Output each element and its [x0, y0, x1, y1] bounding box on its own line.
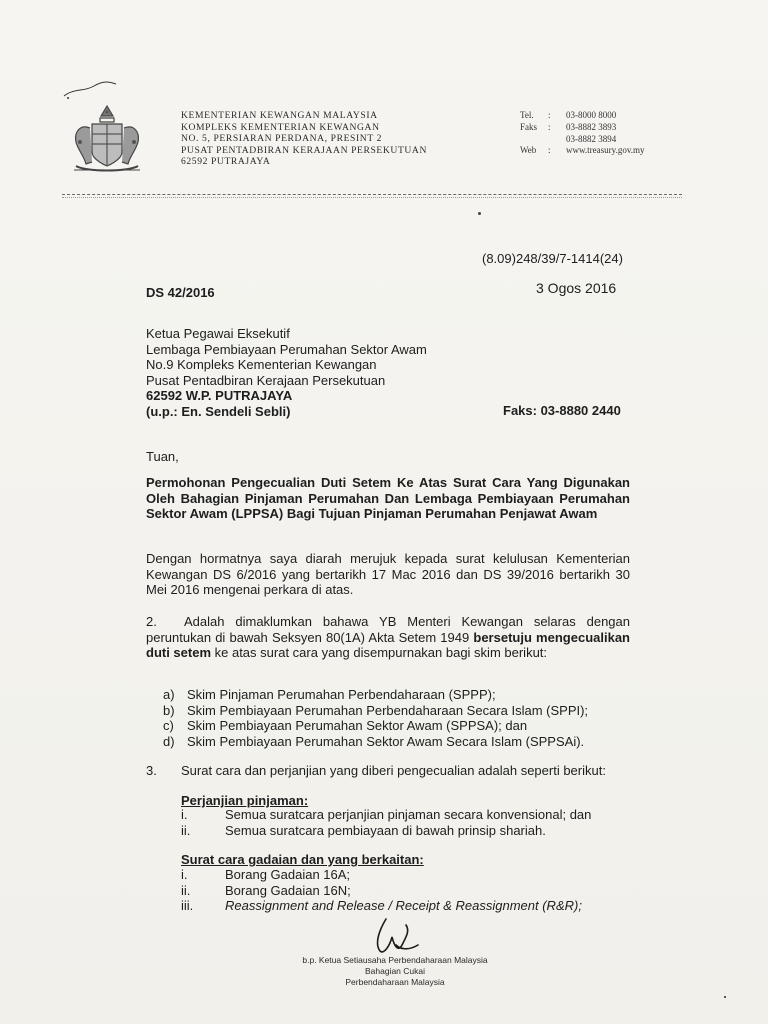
list-item: i. Borang Gadaian 16A; [181, 867, 351, 882]
paragraph-3: Surat cara dan perjanjian yang diberi pengecualian adalah seperti berikut: [181, 763, 606, 778]
coat-of-arms-crest [62, 100, 152, 180]
list-item: b) Skim Pembiayaan Perumahan Perbendaharaan Secara Islam (SPPI); [163, 702, 589, 718]
salutation: Tuan, [146, 449, 179, 464]
address-line: KOMPLEKS KEMENTERIAN KEWANGAN [181, 121, 380, 133]
attention-line: (u.p.: En. Sendeli Sebli) [146, 403, 291, 419]
letter-date: 3 Ogos 2016 [536, 280, 617, 296]
list-item: i. Semua suratcara perjanjian pinjaman secara konvensional; dan [181, 807, 592, 822]
contact-row-tel: Tel. : 03-8000 8000 [520, 110, 617, 120]
contact-block [520, 110, 644, 157]
contact-row-fax: Faks : 03-8882 3893 [520, 121, 617, 132]
scheme-list [163, 687, 588, 749]
subject-heading: Permohonan Pengecualian Duti Setem Ke Atas Surat Cara Yang Digunakan Oleh Bahagian Pinjaman Perumahan Dan Lembaga Pembiayaan Perumahan Sektor Awam (LPPSA) Bagi Tujuan Pinjaman Perumahan Penjawat Awam [146, 475, 630, 521]
recipient-fax: Faks: 03-8880 2440 [503, 403, 621, 418]
letterhead-divider-secondary [62, 197, 682, 198]
stray-mark [724, 996, 726, 998]
signatory-line: Perbendaharaan Malaysia [345, 977, 445, 987]
recipient-line: No.9 Kompleks Kementerian Kewangan [146, 357, 377, 373]
paragraph-1: Dengan hormatnya saya diarah merujuk kepada surat kelulusan Kementerian Kewangan DS 6/2016 yang bertarikh 17 Mac 2016 dan DS 39/2016 bertarikh 30 Mei 2016 mengenai perkara di atas. [146, 551, 630, 597]
list-item: ii. Borang Gadaian 16N; [181, 882, 351, 898]
address-line: PUSAT PENTADBIRAN KERAJAAN PERSEKUTUAN [181, 144, 427, 156]
recipient-line: Lembaga Pembiayaan Perumahan Sektor Awam [146, 341, 427, 357]
stray-mark [478, 212, 481, 215]
list-item: iii. Reassignment and Release / Receipt & Reassignment (R&R); [181, 898, 582, 914]
list-item: ii. Semua suratcara pembiayaan di bawah prinsip shariah. [181, 822, 546, 838]
loan-agreements-heading: Perjanjian pinjaman: [181, 793, 309, 808]
address-line: NO. 5, PERSIARAN PERDANA, PRESINT 2 [181, 133, 382, 145]
contact-row-web: Web : www.treasury.gov.my [520, 145, 645, 156]
signatory-line: b.p. Ketua Setiausaha Perbendaharaan Malaysia [302, 955, 488, 965]
pen-mark [60, 78, 120, 102]
file-reference: (8.09)248/39/7-1414(24) [482, 251, 623, 266]
recipient-line: Ketua Pegawai Eksekutif [146, 326, 290, 341]
ministry-address [181, 110, 427, 168]
recipient-line: Pusat Pentadbiran Kerajaan Persekutuan [146, 372, 386, 388]
ministry-name: KEMENTERIAN KEWANGAN MALAYSIA [181, 110, 378, 121]
contact-row-fax2: 03-8882 3894 [566, 133, 617, 144]
paragraph-2: Adalah dimaklumkan bahawa YB Menteri Kewangan selaras dengan peruntukan di bawah Seksyen 80(1A) Akta Setem 1949 bersetuju mengecualikan duti setem ke atas surat cara yang disempurnakan bagi skim berikut: [146, 614, 630, 660]
approval-phrase: bersetuju mengecualikan duti setem [146, 629, 630, 660]
charge-documents-heading: Surat cara gadaian dan yang berkaitan: [181, 852, 424, 867]
recipient-city: 62592 W.P. PUTRAJAYA [146, 388, 293, 404]
document-number: DS 42/2016 [146, 285, 215, 300]
recipient-address [146, 326, 427, 420]
signature-block [250, 955, 540, 988]
list-item: c) Skim Pembiayaan Perumahan Sektor Awam (SPPSA); dan [163, 718, 528, 734]
signatory-line: Bahagian Cukai [364, 966, 425, 976]
address-line: 62592 PUTRAJAYA [181, 156, 271, 168]
paragraph-3-number: 3. [146, 763, 157, 778]
paragraph-2-number: 2. [146, 614, 157, 629]
letterhead-divider [62, 194, 682, 195]
list-item: a) Skim Pinjaman Perumahan Perbendaharaan (SPPP); [163, 687, 496, 702]
charge-documents-list [181, 867, 582, 914]
list-item: d) Skim Pembiayaan Perumahan Sektor Awam Secara Islam (SPPSAi). [163, 733, 585, 749]
loan-agreements-list [181, 807, 591, 838]
